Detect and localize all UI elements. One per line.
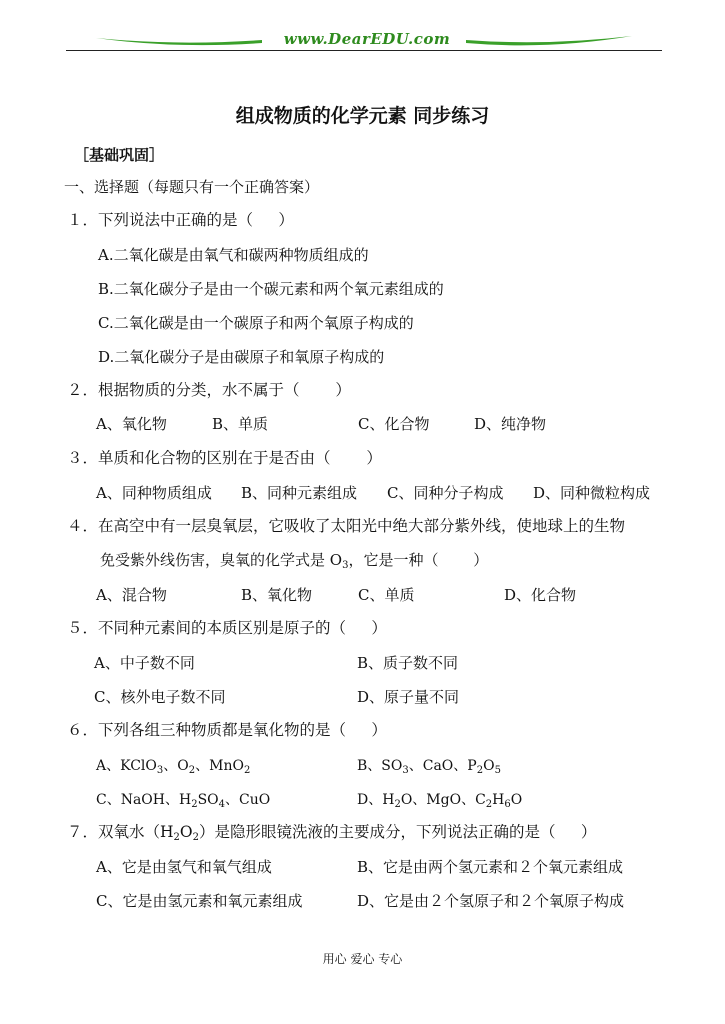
question-4-stem-line1: ４．在高空中有一层臭氧层，它吸收了太阳光中绝大部分紫外线，使地球上的生物 xyxy=(67,517,626,535)
section-heading: ［基础巩固］ xyxy=(74,146,165,164)
q2-option-b: B、单质 xyxy=(212,415,269,433)
question-5-stem: ５．不同种元素间的本质区别是原子的（ ） xyxy=(67,619,387,637)
q6-option-d: D、$H_2O$、MgO、$C_2H_6O$ xyxy=(357,792,523,810)
q5-option-c: C、核外电子数不同 xyxy=(94,688,226,706)
part-heading: 一、选择题（每题只有一个正确答案） xyxy=(64,178,320,196)
q7-option-d: D、它是由２个氢原子和２个氧原子构成 xyxy=(357,892,625,910)
q7-option-b: B、它是由两个氢元素和２个氧元素组成 xyxy=(357,858,624,876)
q4-option-b: B、氧化物 xyxy=(241,586,313,604)
q1-option-b: B.二氧化碳分子是由一个碳元素和两个氧元素组成的 xyxy=(98,280,444,298)
q6-option-c: C、NaOH、$H_2SO_4$、CuO xyxy=(96,792,271,810)
q1-option-d: D.二氧化碳分子是由碳原子和氧原子构成的 xyxy=(98,348,385,366)
header-rule xyxy=(66,50,662,51)
question-6-stem: ６．下列各组三种物质都是氧化物的是（ ） xyxy=(67,721,387,739)
q4-option-a: A、混合物 xyxy=(96,586,167,604)
q2-option-a: A、氧化物 xyxy=(96,415,167,433)
q3-option-d: D、同种微粒构成 xyxy=(533,484,651,502)
q2-option-d: D、纯净物 xyxy=(474,415,547,433)
q1-option-a: A.二氧化碳是由氧气和碳两种物质组成的 xyxy=(98,246,369,264)
page-title: 组成物质的化学元素 同步练习 xyxy=(235,105,490,127)
q4-option-c: C、单质 xyxy=(358,586,415,604)
q5-option-b: B、质子数不同 xyxy=(357,654,459,672)
site-logo-text: www.DearEDU.com xyxy=(283,30,451,48)
question-2-stem: ２．根据物质的分类，水不属于（ ） xyxy=(67,381,351,399)
q3-option-b: B、同种元素组成 xyxy=(241,484,358,502)
question-1-stem: １．下列说法中正确的是（ ） xyxy=(67,211,294,229)
question-4-stem-line2: 免受紫外线伤害，臭氧的化学式是 $O_3$，它是一种（ ） xyxy=(100,551,489,571)
q1-option-c: C.二氧化碳是由一个碳原子和两个氧原子构成的 xyxy=(98,314,414,332)
page-footer: 用心 爱心 专心 xyxy=(322,952,403,966)
q3-option-c: C、同种分子构成 xyxy=(387,484,504,502)
q5-option-d: D、原子量不同 xyxy=(357,688,460,706)
q4-option-d: D、化合物 xyxy=(504,586,577,604)
q6-option-b: B、$SO_3$、CaO、$P_2O_5$ xyxy=(357,758,501,776)
question-7-stem: ７．双氧水$(H_2O_2)$是隐形眼镜洗液的主要成分，下列说法正确的是（ ） xyxy=(67,823,597,843)
q2-option-c: C、化合物 xyxy=(358,415,430,433)
q6-option-a: A、KClO$_3$、$O_2$、MnO$_2$ xyxy=(96,758,251,776)
q7-option-c: C、它是由氢元素和氧元素组成 xyxy=(96,892,303,910)
question-3-stem: ３．单质和化合物的区别在于是否由（ ） xyxy=(67,449,382,467)
q3-option-a: A、同种物质组成 xyxy=(96,484,212,502)
q5-option-a: A、中子数不同 xyxy=(94,654,195,672)
q7-option-a: A、它是由氢气和氧气组成 xyxy=(96,858,272,876)
